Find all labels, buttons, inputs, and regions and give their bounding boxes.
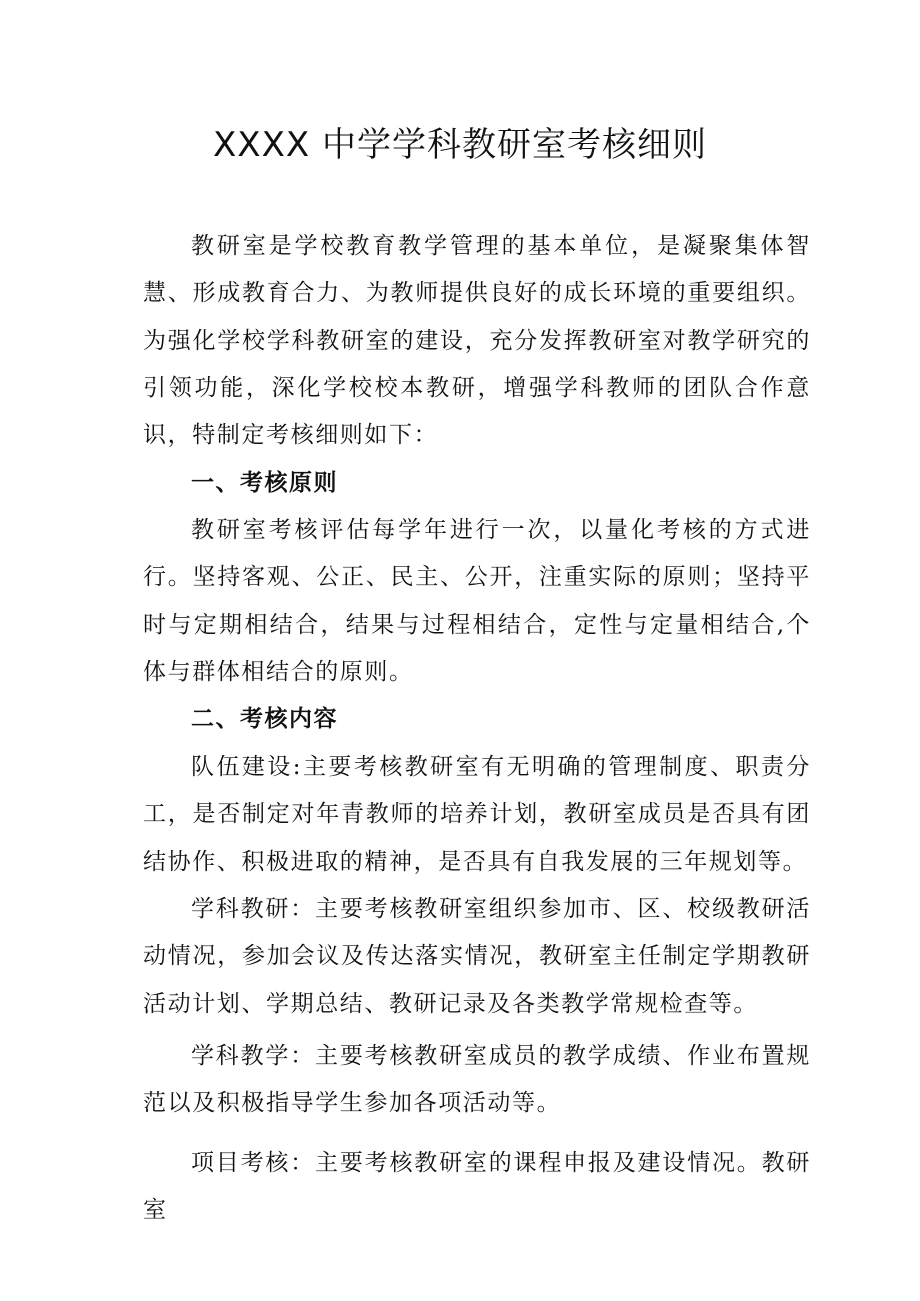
project-assessment-paragraph: 项目考核：主要考核教研室的课程申报及建设情况。教研室: [143, 1150, 811, 1224]
subject-teaching-paragraph: 学科教学：主要考核教研室成员的教学成绩、作业布置规范以及积极指导学生参加各项活动等。: [143, 1043, 811, 1117]
subject-research-paragraph: 学科教研：主要考核教研室组织参加市、区、校级教研活动情况，参加会议及传达落实情况，教研室主任制定学期教研活动计划、学期总结、教研记录及各类教学常规检查等。: [143, 896, 811, 1017]
document-title: XXXX 中学学科教研室考核细则: [213, 125, 707, 165]
section-heading-principles: 一、考核原则: [191, 470, 338, 496]
section-heading-content: 二、考核内容: [191, 706, 338, 732]
intro-paragraph: 教研室是学校教育教学管理的基本单位，是凝聚集体智慧、形成教育合力、为教师提供良好的成长环境的重要组织。为强化学校学科教研室的建设，充分发挥教研室对教学研究的引领功能，深化学校校本教研，增强学科教师的团队合作意识，特制定考核细则如下：: [143, 233, 811, 449]
team-building-paragraph: 队伍建设:主要考核教研室有无明确的管理制度、职责分工，是否制定对年青教师的培养计划，教研室成员是否具有团结协作、积极进取的精神，是否具有自我发展的三年规划等。: [143, 754, 811, 875]
principles-paragraph: 教研室考核评估每学年进行一次，以量化考核的方式进行。坚持客观、公正、民主、公开，注重实际的原则；坚持平时与定期相结合，结果与过程相结合，定性与定量相结合,个体与群体相结合的原则。: [143, 517, 811, 685]
